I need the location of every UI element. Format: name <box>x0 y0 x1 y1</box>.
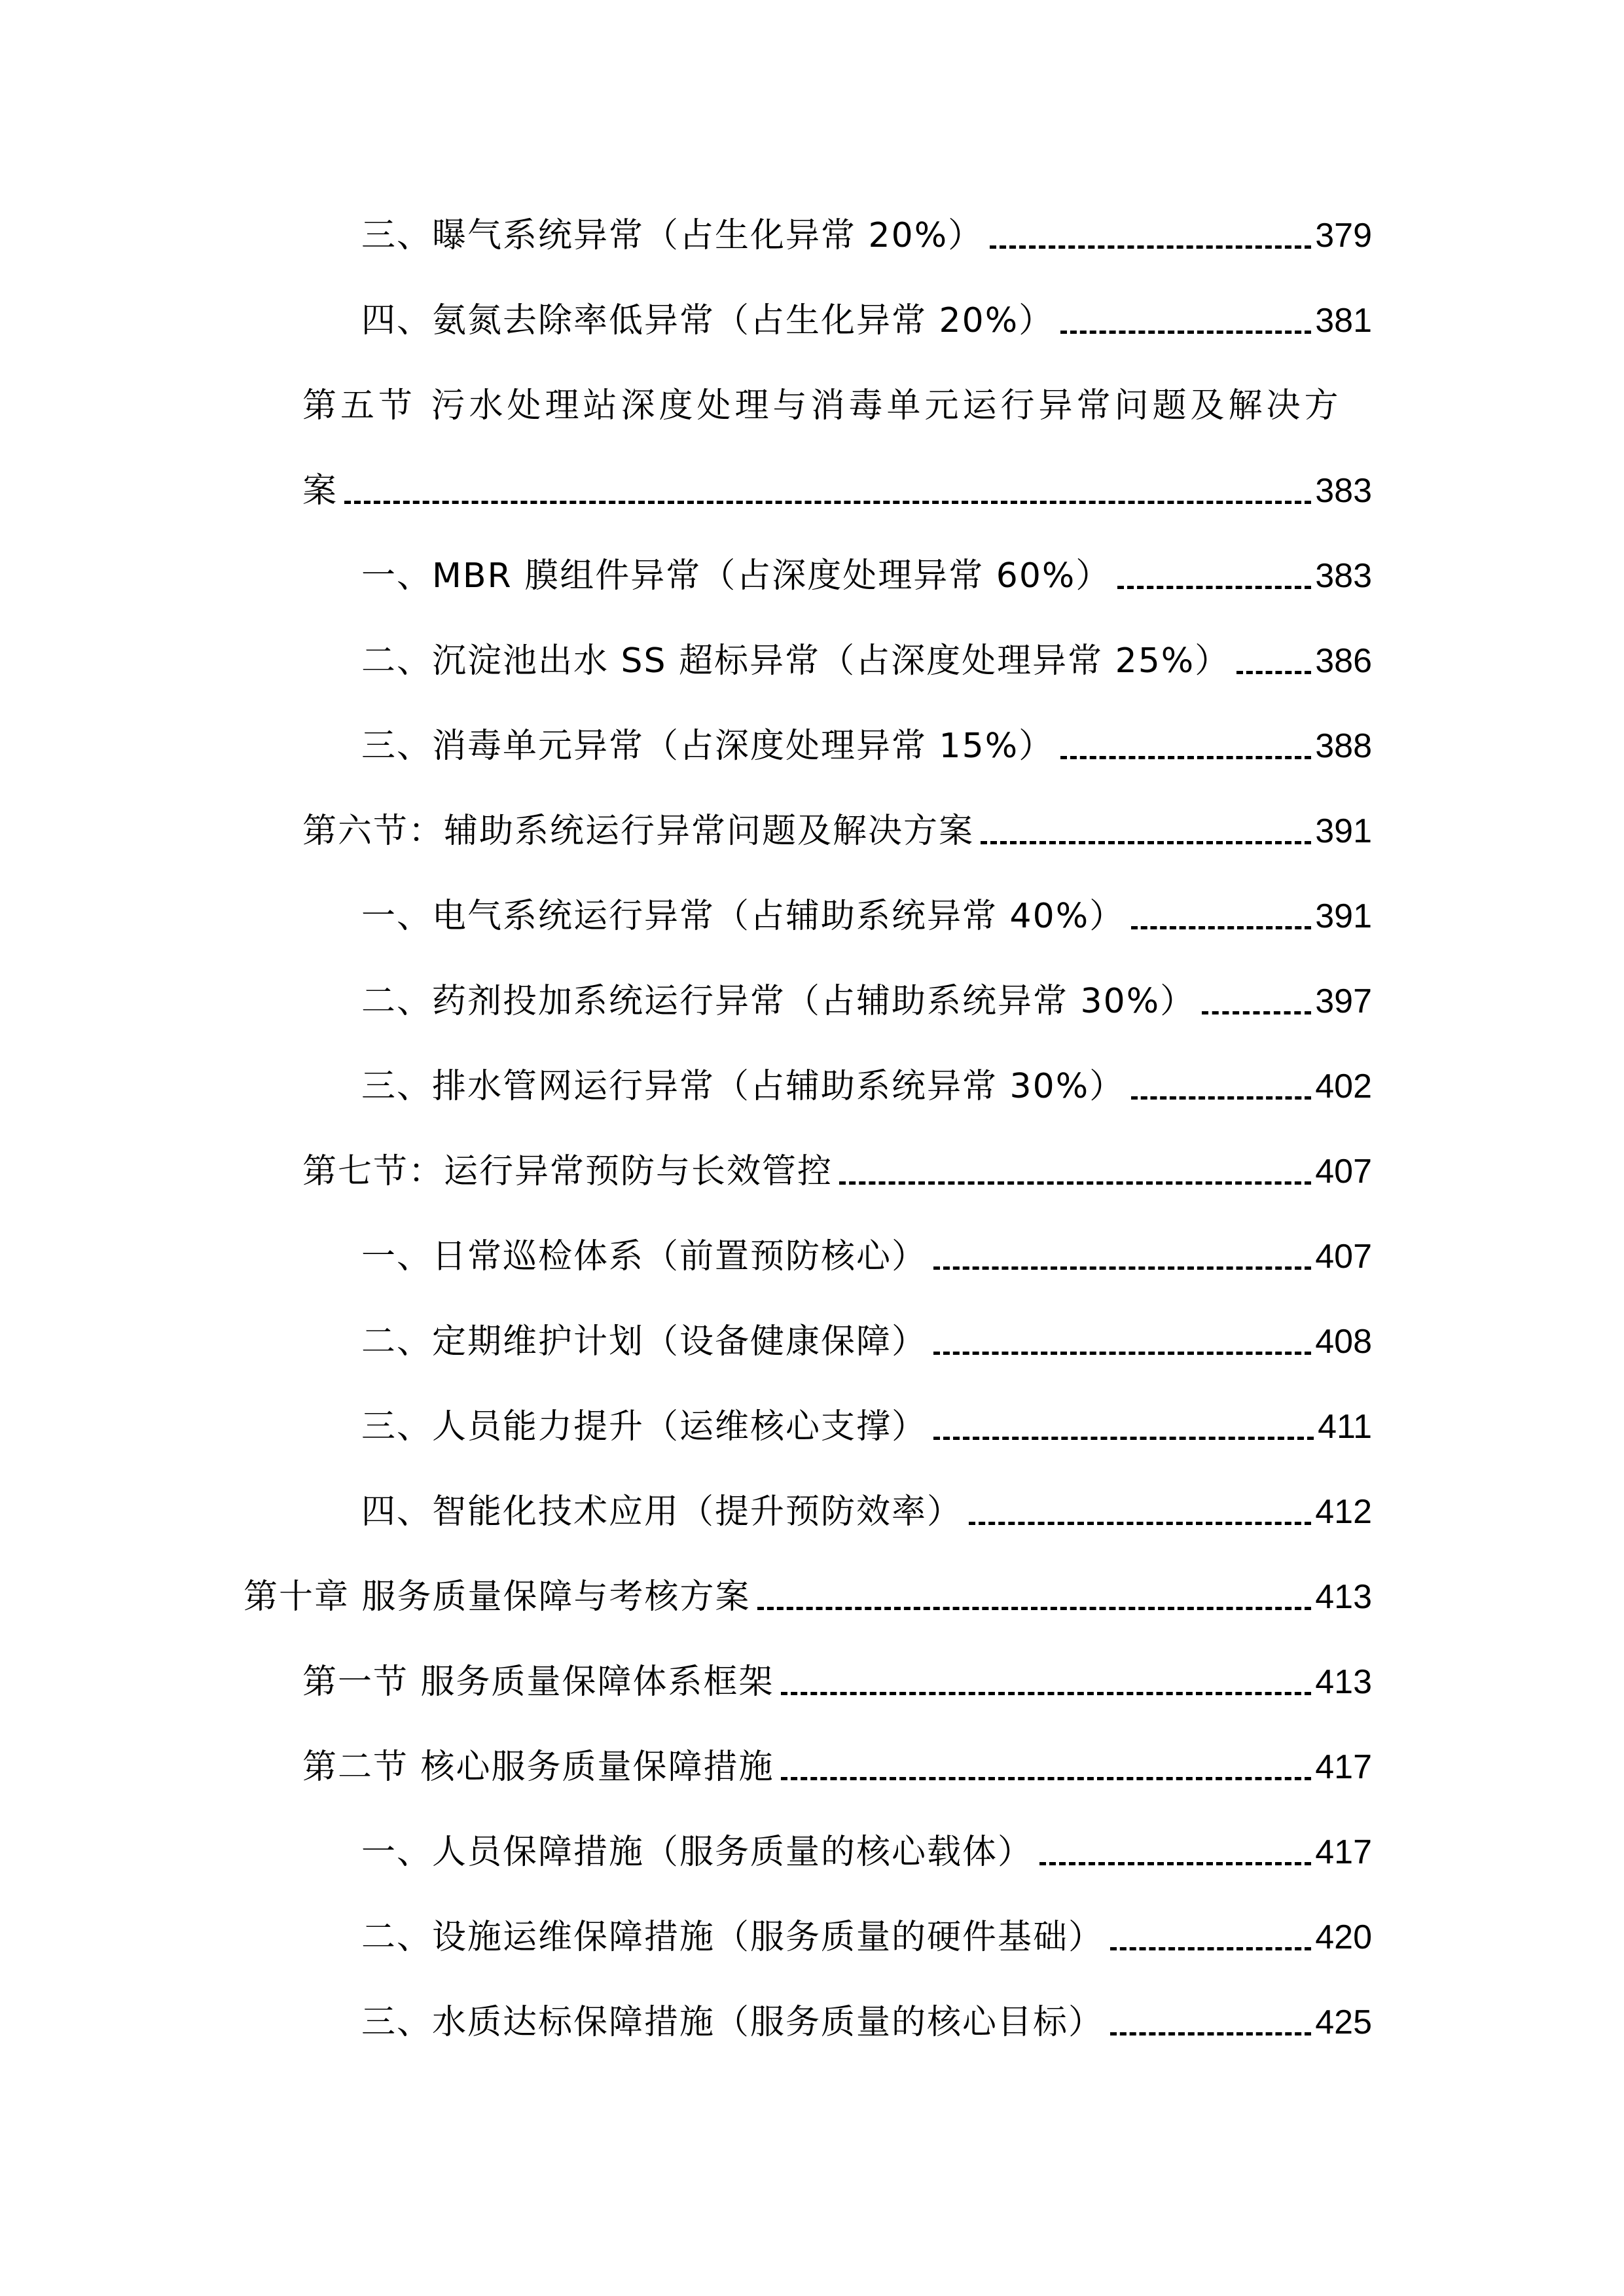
toc-entry[interactable] <box>361 550 1372 602</box>
dot-leader <box>933 1266 1311 1270</box>
dot-leader <box>1202 1011 1311 1014</box>
toc-entry-continuation[interactable] <box>302 465 1372 517</box>
dot-leader <box>757 1607 1312 1610</box>
dot-leader <box>344 501 1311 504</box>
dot-leader <box>1131 926 1311 929</box>
toc-entry[interactable] <box>302 805 1372 857</box>
toc-entry-page: 407 <box>1315 1153 1372 1191</box>
dot-leader <box>1117 586 1311 589</box>
dot-leader <box>1110 2032 1311 2036</box>
toc-entry-title: 三、排水管网运行异常（占辅助系统异常 30%） <box>361 1067 1125 1106</box>
toc-entry[interactable] <box>302 380 1372 432</box>
toc-entry-page: 379 <box>1315 217 1372 255</box>
toc-entry-title: 案 <box>302 471 338 511</box>
toc-entry-title: 四、智能化技术应用（提升预防效率） <box>361 1492 963 1532</box>
toc-entry-chapter[interactable] <box>244 1571 1372 1623</box>
dot-leader <box>981 841 1311 844</box>
toc-entry-title: 二、药剂投加系统运行异常（占辅助系统异常 30%） <box>361 982 1196 1021</box>
toc-entry-page: 391 <box>1315 897 1372 935</box>
toc-entry-page: 425 <box>1315 2003 1372 2041</box>
toc-entry[interactable] <box>361 1911 1372 1964</box>
dot-leader <box>1131 1096 1311 1100</box>
toc-entry-title: 一、日常巡检体系（前置预防核心） <box>361 1237 928 1276</box>
toc-entry-page: 413 <box>1315 1663 1372 1701</box>
toc-entry-title: 三、消毒单元异常（占深度处理异常 15%） <box>361 726 1055 766</box>
toc-entry[interactable] <box>361 1996 1372 2049</box>
toc-entry-title: 第六节：辅助系统运行异常问题及解决方案 <box>302 812 975 851</box>
toc-entry[interactable] <box>361 1316 1372 1368</box>
dot-leader <box>839 1181 1311 1185</box>
toc-entry-title: 二、设施运维保障措施（服务质量的硬件基础） <box>361 1918 1104 1957</box>
toc-entry[interactable] <box>302 1741 1372 1793</box>
toc-entry-page: 388 <box>1315 727 1372 765</box>
toc-entry[interactable] <box>361 1486 1372 1538</box>
toc-entry[interactable] <box>302 1656 1372 1708</box>
toc-entry-title: 四、氨氮去除率低异常（占生化异常 20%） <box>361 301 1055 340</box>
toc-entry[interactable] <box>361 295 1372 347</box>
toc-entry[interactable] <box>361 1230 1372 1283</box>
toc-entry[interactable] <box>361 1826 1372 1878</box>
dot-leader <box>1110 1947 1311 1950</box>
toc-entry-page: 402 <box>1315 1067 1372 1105</box>
toc-entry-title: 第七节：运行异常预防与长效管控 <box>302 1152 833 1191</box>
toc-entry-title: 第五节 污水处理站深度处理与消毒单元运行异常问题及解决方 <box>302 386 1343 425</box>
toc-entry-title: 第一节 服务质量保障体系框架 <box>302 1662 774 1702</box>
dot-leader <box>781 1692 1312 1695</box>
toc-entry-page: 408 <box>1315 1323 1372 1361</box>
toc-entry-title: 三、人员能力提升（运维核心支撑） <box>361 1407 928 1446</box>
dot-leader <box>1060 331 1311 334</box>
toc-entry-page: 413 <box>1315 1578 1372 1616</box>
toc-entry[interactable] <box>361 209 1372 262</box>
toc-entry-page: 383 <box>1315 557 1372 595</box>
toc-entry-title: 第二节 核心服务质量保障措施 <box>302 1748 774 1787</box>
toc-entry-title: 一、电气系统运行异常（占辅助系统异常 40%） <box>361 897 1125 936</box>
toc-entry[interactable] <box>361 720 1372 772</box>
toc-entry-title: 三、水质达标保障措施（服务质量的核心目标） <box>361 2003 1104 2042</box>
toc-entry-page: 420 <box>1315 1918 1372 1956</box>
toc-entry[interactable] <box>361 1401 1372 1453</box>
toc-entry[interactable] <box>361 975 1372 1028</box>
toc-entry-page: 411 <box>1318 1408 1372 1446</box>
toc-entry-title: 三、曝气系统异常（占生化异常 20%） <box>361 216 984 255</box>
dot-leader <box>1236 671 1311 674</box>
toc-entry-title: 二、定期维护计划（设备健康保障） <box>361 1322 928 1361</box>
toc-entry-page: 407 <box>1315 1238 1372 1276</box>
toc-entry-title: 第十章 服务质量保障与考核方案 <box>244 1577 751 1617</box>
dot-leader <box>1039 1862 1311 1865</box>
toc-entry[interactable] <box>361 890 1372 942</box>
toc-entry-page: 412 <box>1315 1493 1372 1531</box>
dot-leader <box>781 1777 1312 1780</box>
toc-entry[interactable] <box>361 1060 1372 1113</box>
toc-entry-page: 383 <box>1315 472 1372 510</box>
toc-entry-page: 397 <box>1315 982 1372 1020</box>
toc-entry-page: 417 <box>1315 1833 1372 1871</box>
dot-leader <box>969 1522 1311 1525</box>
toc-entry-page: 381 <box>1315 302 1372 340</box>
toc-entry-page: 417 <box>1315 1748 1372 1786</box>
toc-entry-page: 391 <box>1315 812 1372 850</box>
toc-entry[interactable] <box>361 635 1372 687</box>
dot-leader <box>1060 756 1311 759</box>
toc-entry-title: 二、沉淀池出水 SS 超标异常（占深度处理异常 25%） <box>361 641 1231 681</box>
toc-entry-title: 一、MBR 膜组件异常（占深度处理异常 60%） <box>361 556 1111 596</box>
toc-entry-title: 一、人员保障措施（服务质量的核心载体） <box>361 1833 1034 1872</box>
toc-entry-page: 386 <box>1315 642 1372 680</box>
dot-leader <box>933 1352 1311 1355</box>
toc-entry[interactable] <box>302 1145 1372 1198</box>
dot-leader <box>990 245 1311 249</box>
dot-leader <box>933 1437 1314 1440</box>
